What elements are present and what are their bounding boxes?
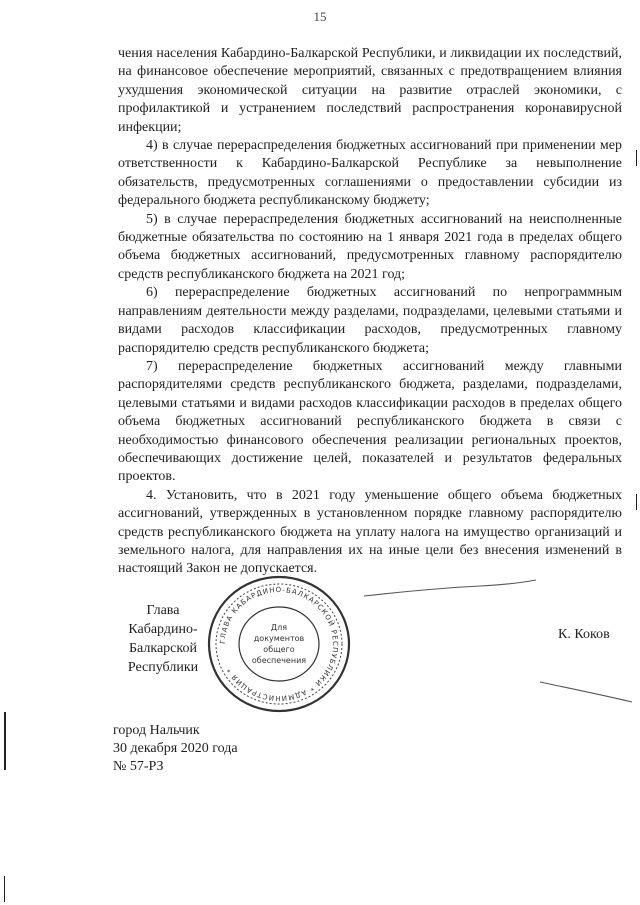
scan-edge-mark [636,494,637,510]
paragraph-continuation: чения населения Кабардино-Балкарской Республики, и ликвидации их последствий, на финансовое обеспечение мероприятий, связанных с предотвращением влияния ухудшения экономической ситуации на развитие отраслей экономики, с профилактикой и устранением последствий распространения коронавирусной инфекции; [118,46,622,135]
signatory-title-line: Кабардино-Балкарской [128,622,198,656]
stamp-center-line: документов [253,634,305,643]
stamp-center-line: Для [270,623,288,632]
signatory-title [108,601,218,677]
scan-edge-mark [4,876,5,902]
date-line: 30 декабря 2020 года [113,741,238,756]
stamp-center-line: общего [263,645,295,654]
signatory-name: К. Коков [558,627,610,642]
stamp-center-line: обеспечения [251,656,307,665]
official-seal-stamp [206,574,352,714]
paragraph-item-7: 7) перераспределение бюджетных ассигнований между главными распорядителями средств республиканского бюджета, разделами, подразделами, целевыми статьями и видами расходов классификации расходов в пределах общего объема бюджетных ассигнований республиканского бюджета в связи с необходимостью финансового обеспечения реализации региональных проектов, обеспечивающих достижение целей, показателей и результатов федеральных проектов. [118,358,622,485]
page-number: 15 [313,9,327,24]
city-line: город Нальчик [113,723,200,738]
scan-edge-mark [4,712,6,770]
paragraph-article-4: 4. Установить, что в 2021 году уменьшение общего объема бюджетных ассигнований, утвержденных в установленном порядке главному распорядителю средств республиканского бюджета на уплату налога на имущество организаций и земельного налога, для направления их на иные цели без внесения изменений в настоящий Закон не допускается. [118,487,622,577]
paragraph-item-6: 6) перераспределение бюджетных ассигнований по непрограммным направлениям деятельности между разделами, подразделами, целевыми статьями и видами расходов классификации расходов, предусмотренных главному распорядителю средств республиканского бюджета; [118,285,622,356]
paragraph-item-5: 5) в случае перераспределения бюджетных ассигнований на неисполненные бюджетные обязательства по состоянию на 1 января 2021 года в пределах общего объема бюджетных ассигнований, предусмотренных главному распорядителю средств республиканского бюджета на 2021 год; [118,211,622,282]
svg-text:ГЛАВА КАБАРДИНО-БАЛКАРСКОЙ РЕС: ГЛАВА КАБАРДИНО-БАЛКАРСКОЙ РЕСПУБЛИКИ * АДМИНИСТРАЦИЯ * [218,585,340,703]
signatory-title-line: Республики [127,660,199,675]
law-text-body [118,45,622,579]
law-number-line: № 57-РЗ [113,759,164,774]
paragraph-item-4: 4) в случае перераспределения бюджетных ассигнований при применении мер ответственности к Кабардино-Балкарской Республике за невыполнение обязательств, предусмотренных соглашениями о предоставлении субсидии из федерального бюджета республиканскому бюджету; [118,138,622,209]
signature-tail-stroke [538,678,634,706]
place-date-block [113,722,238,776]
scan-edge-mark [636,150,637,166]
signatory-title-line: Глава [146,603,180,618]
signature-stroke [360,574,540,604]
